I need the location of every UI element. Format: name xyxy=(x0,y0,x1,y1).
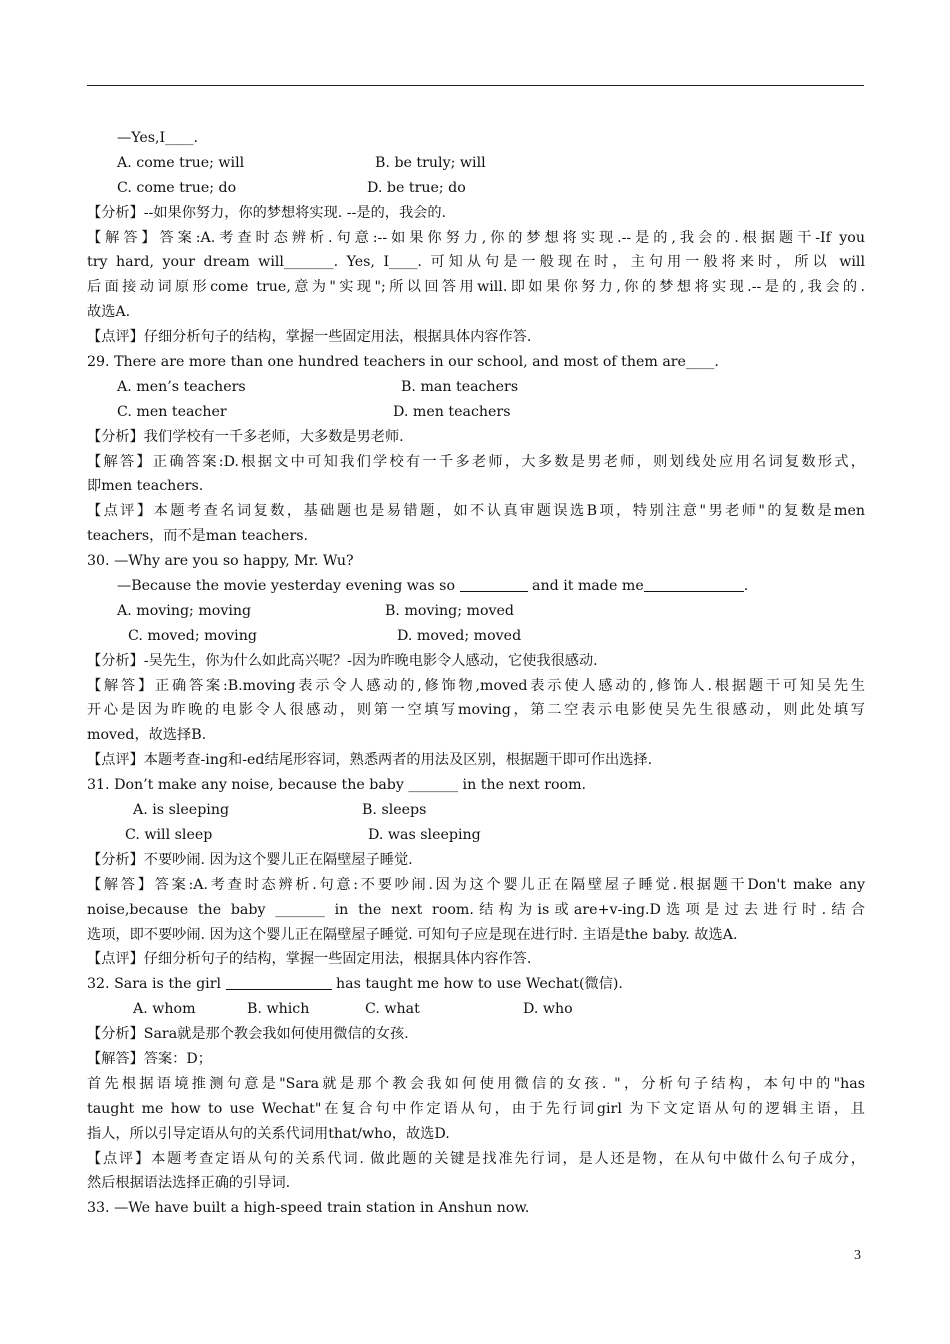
text-line: 33. —We have built a high-speed train station in Anshun now. xyxy=(87,1200,530,1217)
text-line: 【分析】我们学校有一千多老师，大多数是男老师. xyxy=(87,428,404,445)
option-1: D. moved; moved xyxy=(397,627,522,644)
text-line xyxy=(87,176,865,201)
text-line: 31. Don’t make any noise, because the baby _______ in the next room. xyxy=(87,777,587,794)
option-0: A. moving; moving xyxy=(117,602,252,619)
document-body xyxy=(87,126,865,1221)
text-line: 后面接动词原形come true,意为"实现";所以回答用will.即如果你努力,你的梦想将实现.--是的,我会的. xyxy=(87,279,865,296)
text-span: has taught me how to use Wechat(微信). xyxy=(331,976,623,993)
text-line: 【解答】正确答案:D.根据文中可知我们学校有一千多老师，大多数是男老师，则划线处应用名词复数形式， xyxy=(87,453,865,470)
text-line: moved，故选择B. xyxy=(87,727,207,744)
text-line xyxy=(87,972,865,997)
text-line: 30. —Why are you so happy, Mr. Wu? xyxy=(87,553,354,570)
option-0: C. moved; moving xyxy=(128,627,257,644)
text-line xyxy=(87,823,865,848)
option-1: D. men teachers xyxy=(393,403,511,420)
text-line: —Yes,I____. xyxy=(117,130,198,146)
option-1: B. be truly; will xyxy=(375,154,486,171)
text-line: 29. There are more than one hundred teachers in our school, and most of them are____. xyxy=(87,354,719,371)
header-rule xyxy=(87,85,864,86)
option-3: D. who xyxy=(523,1001,573,1018)
text-span: and it made me xyxy=(527,578,644,595)
text-line: taught me how to use Wechat"在复合句中作定语从句，由于先行词girl 为下文定语从句的逻辑主语，且 xyxy=(87,1100,865,1117)
answer-blank xyxy=(460,577,528,592)
text-line: 【分析】Sara就是那个教会我如何使用微信的女孩. xyxy=(87,1026,409,1043)
text-line: 选项，即不要吵闹. 因为这个婴儿正在隔壁屋子睡觉. 可知句子应是现在进行时. 主语是the baby. 故选A. xyxy=(87,926,738,943)
answer-blank xyxy=(226,975,332,990)
option-0: A. men’s teachers xyxy=(117,378,246,395)
text-line xyxy=(87,400,865,425)
text-span: —Because the movie yesterday evening was so xyxy=(117,578,460,595)
option-0: A. is sleeping xyxy=(133,802,230,819)
option-0: C. men teacher xyxy=(117,403,227,420)
text-line xyxy=(87,151,865,176)
text-line: 【点评】仔细分析句子的结构，掌握一些固定用法，根据具体内容作答. xyxy=(87,951,532,968)
text-line: 【点评】本题考查定语从句的关系代词. 做此题的关键是找准先行词，是人还是物，在从句中做什么句子成分， xyxy=(87,1150,865,1167)
option-1: B. moving; moved xyxy=(385,602,514,619)
text-line xyxy=(87,375,865,400)
text-line: 【分析】--如果你努力，你的梦想将实现. --是的，我会的. xyxy=(87,204,447,221)
text-span: . xyxy=(743,578,749,595)
text-line xyxy=(87,574,865,599)
option-0: A. come true; will xyxy=(117,154,245,171)
text-line xyxy=(87,624,865,649)
option-1: B. which xyxy=(247,1001,310,1018)
text-line: 【点评】本题考查-ing和-ed结尾形容词，熟悉两者的用法及区别，根据题干即可作出选择. xyxy=(87,752,653,769)
text-line xyxy=(87,997,865,1022)
text-line: 即men teachers. xyxy=(87,478,204,495)
text-span: 32. Sara is the girl xyxy=(87,976,226,993)
option-1: B. sleeps xyxy=(362,802,427,819)
page-number: 3 xyxy=(854,1248,861,1263)
text-line: noise,because the baby _______ in the next room.结构为is或are+v-ing.D选项是过去进行时.结合 xyxy=(87,901,865,918)
text-line: 【解答】答案:A.考查时态辨析.句意:--如果你努力,你的梦想将实现.--是的,我会的.根据题干-If you xyxy=(87,229,865,246)
text-line: 指人，所以引导定语从句的关系代词用that/who，故选D. xyxy=(87,1125,450,1142)
option-0: C. will sleep xyxy=(125,826,213,843)
text-line: 【解答】答案:A.考查时态辨析.句意:不要吵闹.因为这个婴儿正在隔壁屋子睡觉.根据题干Don't make any xyxy=(87,876,865,893)
text-line: 故选A. xyxy=(87,304,131,321)
text-line: 【点评】本题考查名词复数，基础题也是易错题，如不认真审题误选B项，特别注意"男老师"的复数是men xyxy=(87,503,865,520)
text-line: try hard, your dream will_______. Yes, I____. 可知从句是一般现在时，主句用一般将来时，所以 will xyxy=(87,254,865,271)
option-0: A. whom xyxy=(133,1001,196,1018)
option-1: B. man teachers xyxy=(401,378,519,395)
text-line: 【分析】-吴先生，你为什么如此高兴呢？-因为昨晚电影令人感动，它使我很感动. xyxy=(87,652,598,669)
answer-blank xyxy=(644,577,744,592)
text-line xyxy=(87,798,865,823)
text-line: 然后根据语法选择正确的引导词. xyxy=(87,1175,291,1192)
text-line: 【点评】仔细分析句子的结构，掌握一些固定用法，根据具体内容作答. xyxy=(87,329,532,346)
text-line: 【解答】答案：D； xyxy=(87,1050,212,1067)
text-line: 【分析】不要吵闹. 因为这个婴儿正在隔壁屋子睡觉. xyxy=(87,851,413,868)
text-line: teachers，而不是man teachers. xyxy=(87,528,309,545)
text-line: 【解答】正确答案:B.moving表示令人感动的,修饰物,moved表示使人感动的,修饰人.根据题干可知吴先生 xyxy=(87,677,865,694)
option-2: C. what xyxy=(365,1001,420,1018)
option-0: C. come true; do xyxy=(117,179,237,196)
text-line: 首先根据语境推测句意是"Sara就是那个教会我如何使用微信的女孩. "，分析句子结构，本句中的"has xyxy=(87,1075,865,1092)
text-line xyxy=(87,599,865,624)
text-line: 开心是因为昨晚的电影令人很感动，则第一空填写moving，第二空表示电影使吴先生很感动，则此处填写 xyxy=(87,702,865,719)
option-1: D. be true; do xyxy=(367,179,466,196)
option-1: D. was sleeping xyxy=(368,826,481,843)
